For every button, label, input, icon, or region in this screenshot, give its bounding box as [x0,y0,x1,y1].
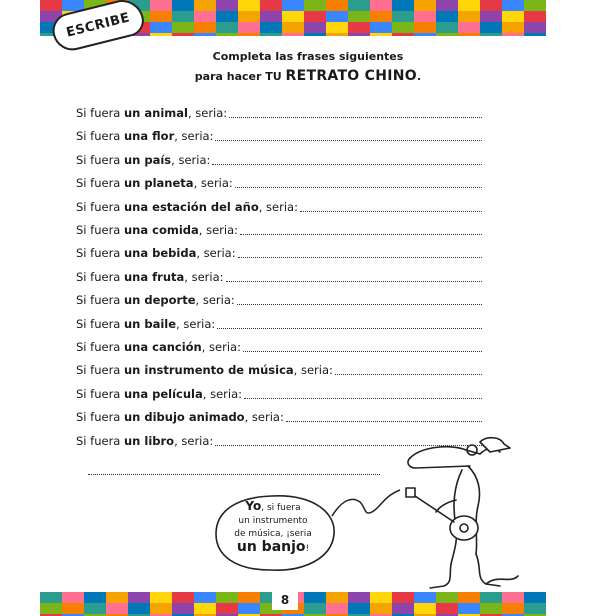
mosaic-tile [458,11,480,22]
bubble-end: ! [305,544,310,554]
mosaic-tile [128,603,150,614]
mosaic-tile [392,592,414,603]
mosaic-tile [194,11,216,22]
sentence-lead: Si fuera [76,293,124,308]
mosaic-tile [150,0,172,11]
mosaic-tile [172,0,194,11]
mosaic-tile [194,0,216,11]
mosaic-tile [348,603,370,614]
mosaic-tile [414,22,436,33]
sentence-tail: , seria: [176,316,216,331]
mosaic-tile [370,22,392,33]
answer-line[interactable] [212,164,482,165]
mosaic-tile [414,0,436,11]
mosaic-tile [348,22,370,33]
mosaic-tile [524,33,546,36]
mosaic-tile [326,11,348,22]
answer-line-extra[interactable] [88,474,380,475]
sentence-row [76,268,224,286]
mosaic-tile [282,11,304,22]
mosaic-tile [392,11,414,22]
mosaic-tile [216,603,238,614]
mosaic-tile [414,603,436,614]
mosaic-tile [436,603,458,614]
answer-line[interactable] [229,117,482,118]
sentence-lead: Si fuera [76,269,124,284]
sentence-tail: , seria: [201,340,241,354]
sentence-keyword: una película [124,386,203,401]
mosaic-tile [282,0,304,11]
mosaic-tile [194,603,216,614]
sentence-tail: , seria: [171,152,211,167]
sentence-row [76,244,236,262]
mosaic-tile [62,603,84,614]
intro-line-1: Completa las frases siguientes [212,50,404,63]
sentence-tail: , seria: [202,386,242,401]
sentence-keyword: un dibujo animado [124,410,245,425]
sentence-tail: , seria: [193,176,233,191]
mosaic-tile [458,603,480,614]
sentence-tail: , seria: [293,363,333,378]
mosaic-tile [392,33,414,36]
sentence-row [76,361,333,379]
sentence-lead: Si fuera [76,340,124,354]
bubble-yo: Yo [245,499,262,513]
mosaic-tile [370,11,392,22]
sentence-keyword: un planeta [124,176,194,191]
mosaic-tile [502,603,524,614]
answer-line[interactable] [215,140,482,141]
intro-title: RETRATO CHINO [285,68,417,84]
sentence-tail: , seria: [244,410,284,425]
answer-line[interactable] [300,211,482,212]
mosaic-tile [480,592,502,603]
mosaic-tile [392,603,414,614]
mosaic-tile [326,592,348,603]
page-number: 8 [280,593,290,607]
sentence-lead: Si fuera [76,433,124,448]
sentence-lead: Si fuera [76,176,124,191]
sentence-tail: , seria: [174,433,214,448]
sentence-tail: , seria: [195,293,235,308]
mosaic-tile [194,22,216,33]
mosaic-tile [480,0,502,11]
bubble-text [218,500,328,556]
sentence-lead: Si fuera [76,106,124,120]
mosaic-tile [216,11,238,22]
sentence-lead: Si fuera [76,199,124,214]
mosaic-tile [348,592,370,603]
mosaic-tile [172,11,194,22]
mosaic-tile [458,33,480,36]
answer-line[interactable] [240,234,482,235]
sentence-keyword: un baile [124,316,177,331]
sentence-tail: , seria: [258,199,298,214]
mosaic-tile [282,22,304,33]
mosaic-tile [282,33,304,36]
mosaic-tile [194,592,216,603]
mosaic-tile [260,22,282,33]
sentence-lead: Si fuera [76,223,124,237]
mosaic-tile [326,0,348,11]
mosaic-tile [150,603,172,614]
sentence-row [76,221,238,239]
mosaic-tile [238,11,260,22]
mosaic-tile [304,0,326,11]
sentence-lead: Si fuera [76,363,124,378]
mosaic-tile [260,0,282,11]
mosaic-tile [194,33,216,36]
mosaic-tile [304,592,326,603]
mosaic-tile [304,33,326,36]
intro-end: . [417,70,422,83]
sentence-tail: , seria: [187,106,228,120]
mosaic-tile [84,603,106,614]
mosaic-tile [238,0,260,11]
sentence-keyword: un instrumento de música [124,363,294,378]
mosaic-tile [414,33,436,36]
mosaic-tile [260,33,282,36]
mosaic-tile [238,603,260,614]
mosaic-tile [216,33,238,36]
mosaic-tile [392,22,414,33]
sentence-lead: Si fuera [76,129,124,144]
sentence-keyword: una fruta [124,269,185,284]
sentence-keyword: una flor [124,129,175,144]
mosaic-tile [348,11,370,22]
answer-line[interactable] [235,187,482,188]
sentence-row [76,432,213,450]
mosaic-tile [40,0,62,11]
sentence-keyword: un deporte [124,293,196,308]
sentence-row [76,338,241,356]
mosaic-tile [238,22,260,33]
mosaic-tile [414,11,436,22]
mosaic-tile [502,22,524,33]
intro-line-2 [0,68,616,84]
intro-tu: TU [265,70,286,83]
mosaic-tile [326,33,348,36]
mosaic-tile [502,11,524,22]
mosaic-tile [524,603,546,614]
mosaic-tile [524,22,546,33]
answer-line[interactable] [243,351,482,352]
intro-prefix: para hacer [194,70,266,83]
mosaic-tile [172,33,194,36]
mosaic-tile [40,592,62,603]
mosaic-tile [502,33,524,36]
mosaic-tile [150,11,172,22]
mosaic-tile [304,11,326,22]
sentence-row [76,198,298,216]
sentence-row [76,127,213,145]
answer-line[interactable] [244,398,482,399]
sentence-keyword: un animal [124,106,188,120]
mosaic-tile [524,11,546,22]
sentence-keyword: una canción [124,340,202,354]
bubble-line1: , si fuera [261,503,301,513]
sentence-keyword: una estación del año [124,199,259,214]
mosaic-tile [172,592,194,603]
mosaic-tile [216,592,238,603]
sentence-keyword: un libro [124,433,175,448]
answer-line[interactable] [237,304,482,305]
sentence-lead: Si fuera [76,410,124,425]
mosaic-tile [106,592,128,603]
mosaic-tile [414,592,436,603]
mosaic-tile [216,22,238,33]
mosaic-tile [480,22,502,33]
sentence-keyword: un país [124,152,172,167]
mosaic-tile [84,592,106,603]
mosaic-tile [480,33,502,36]
mosaic-tile [106,603,128,614]
answer-line[interactable] [226,281,483,282]
sentence-row [76,385,242,403]
mosaic-tile [436,0,458,11]
mosaic-tile [40,603,62,614]
mosaic-tile [436,33,458,36]
answer-line[interactable] [335,374,482,375]
mosaic-tile [150,33,172,36]
sentence-row [76,315,215,333]
bubble-line3: de música, ¡seria [234,529,312,539]
mosaic-tile [150,592,172,603]
sentence-row [76,104,227,122]
mosaic-tile [370,0,392,11]
sentence-tail: , seria: [174,129,214,144]
answer-line[interactable] [238,257,482,258]
sentence-row [76,174,233,192]
mosaic-tile [458,22,480,33]
mosaic-tile [502,592,524,603]
answer-line[interactable] [286,421,482,422]
mosaic-tile [348,0,370,11]
mosaic-tile [436,11,458,22]
sentence-row [76,291,235,309]
mosaic-tile [326,22,348,33]
sentence-keyword: una comida [124,223,199,237]
mosaic-tile [524,0,546,11]
sentence-lead: Si fuera [76,386,124,401]
crocodile-banjo-illustration [382,436,524,592]
mosaic-tile [370,592,392,603]
mosaic-tile [370,603,392,614]
escribe-label: ESCRIBE [64,9,132,41]
sentence-tail: , seria: [184,269,224,284]
bubble-banjo: un banjo [236,539,306,555]
mosaic-tile [238,33,260,36]
mosaic-tile [348,33,370,36]
mosaic-tile [128,592,150,603]
mosaic-tile [480,603,502,614]
sentence-tail: , seria: [196,246,236,261]
sentence-lead: Si fuera [76,246,124,261]
mosaic-tile [392,0,414,11]
sentence-lead: Si fuera [76,152,124,167]
mosaic-tile [370,33,392,36]
mosaic-tile [172,22,194,33]
bubble-line2: un instrumento [238,516,308,526]
mosaic-tile [326,603,348,614]
answer-line[interactable] [215,445,482,446]
mosaic-tile [150,22,172,33]
mosaic-tile [304,603,326,614]
sentence-lead: Si fuera [76,316,124,331]
mosaic-tile [436,592,458,603]
mosaic-tile [172,603,194,614]
mosaic-tile [458,0,480,11]
mosaic-tile [260,11,282,22]
sentence-tail: , seria: [198,223,239,237]
mosaic-tile [216,0,238,11]
sentence-row [76,408,284,426]
mosaic-tile [524,592,546,603]
mosaic-tile [304,22,326,33]
mosaic-tile [502,0,524,11]
mosaic-tile [480,11,502,22]
sentence-row [76,151,210,169]
mosaic-tile [62,592,84,603]
mosaic-tile [238,592,260,603]
mosaic-tile [458,592,480,603]
answer-line[interactable] [217,328,482,329]
sentence-keyword: una bebida [124,246,197,261]
mosaic-tile [436,22,458,33]
